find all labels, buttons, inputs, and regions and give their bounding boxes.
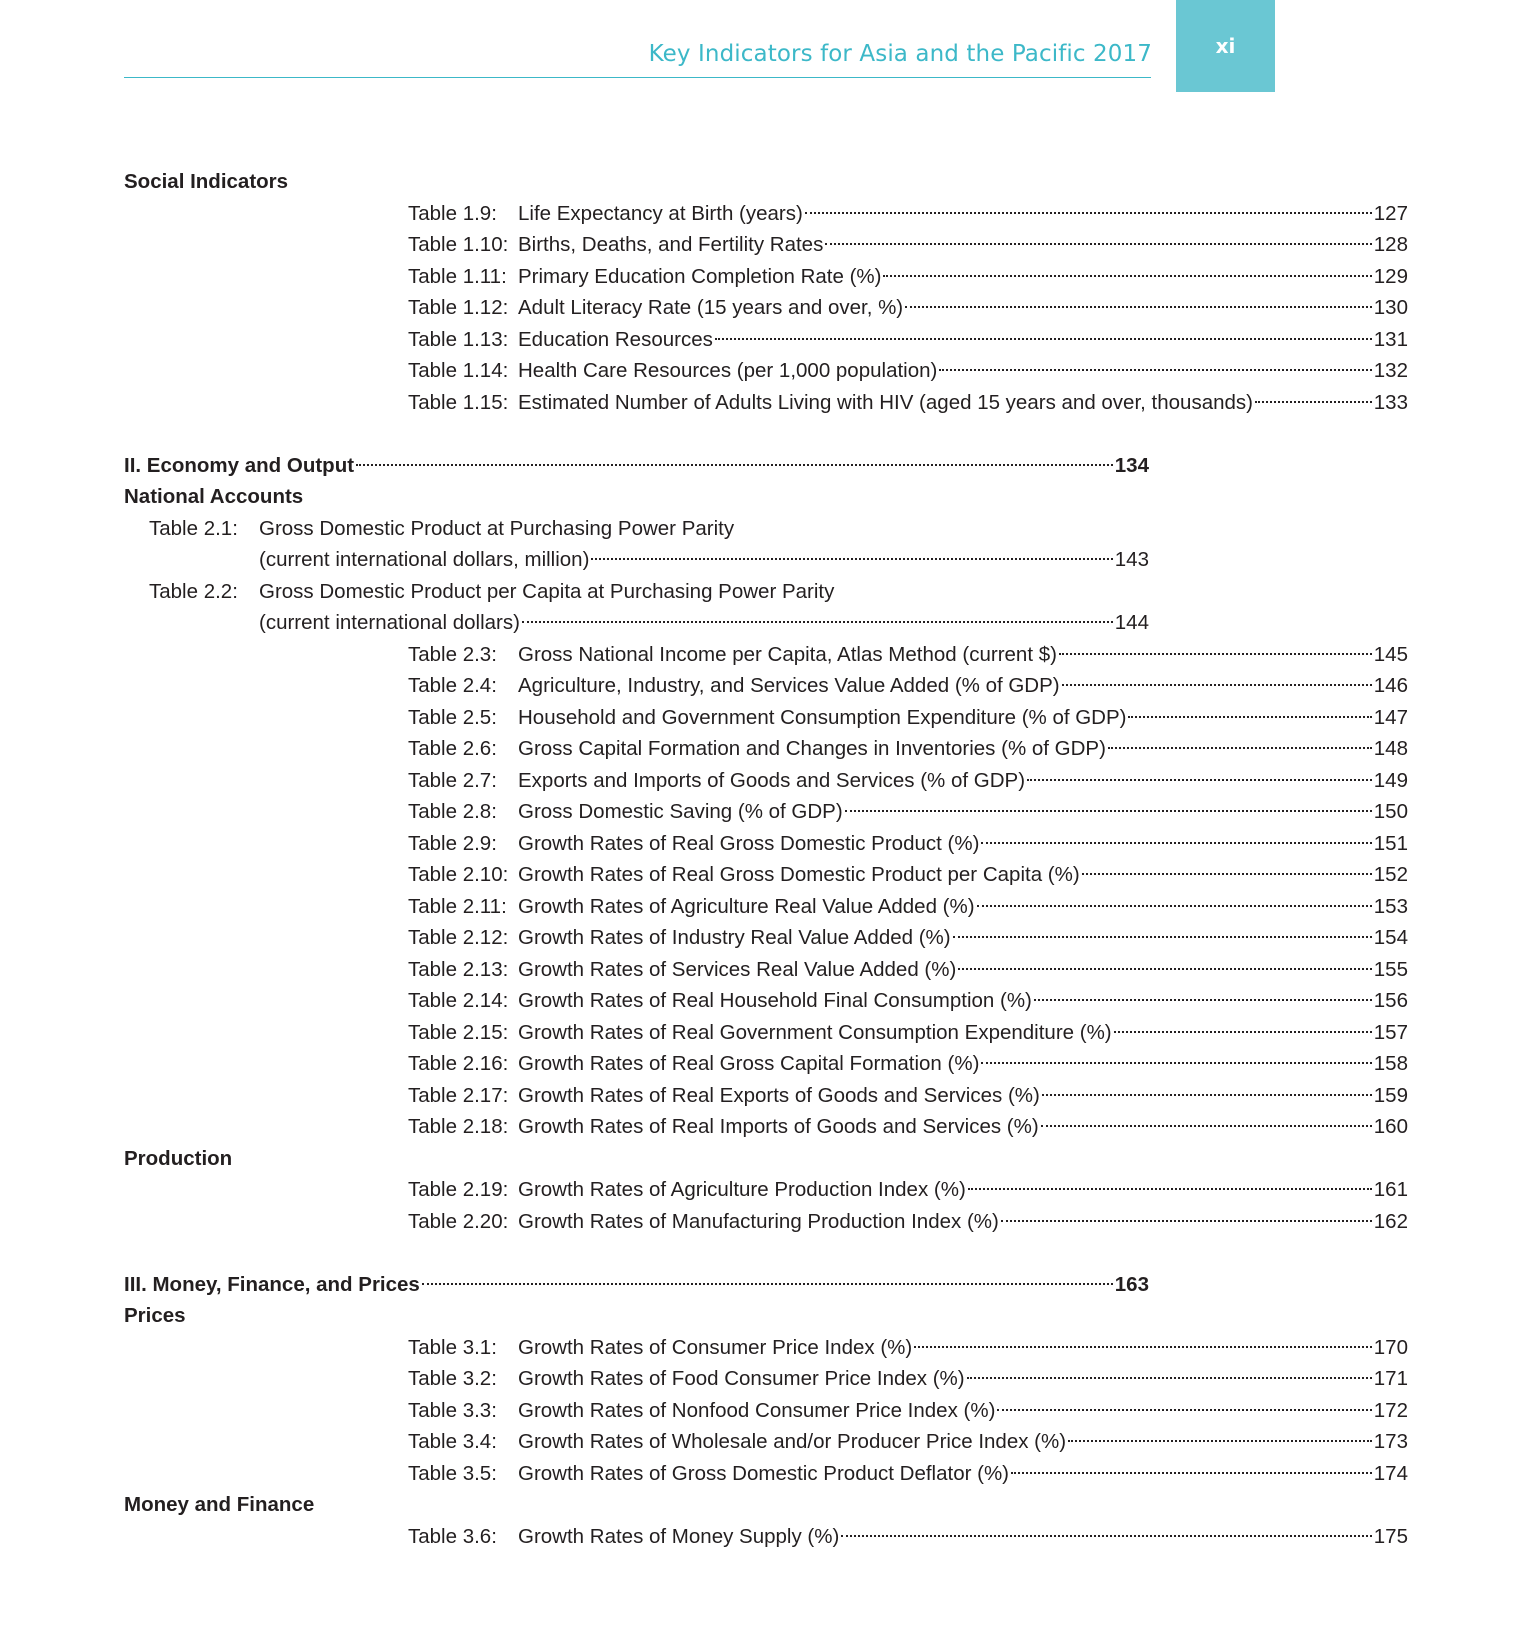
table-number: Table 1.15: [408, 390, 509, 414]
entry-title: Growth Rates of Manufacturing Production Index (%) [518, 1209, 999, 1233]
entry-line [518, 859, 1408, 890]
table-number: Table 1.10: [408, 233, 509, 256]
entry-line [518, 1206, 1408, 1237]
toc-entry [259, 922, 1534, 953]
entry-line [518, 292, 1408, 323]
toc-entry [259, 387, 1534, 418]
entry-title: Growth Rates of Real Gross Domestic Product per Capita (%) [518, 863, 1080, 886]
page-number: 171 [1373, 1367, 1408, 1390]
dot-leader [883, 275, 1371, 277]
toc-entry [259, 1080, 1534, 1111]
running-header-title: Key Indicators for Asia and the Pacific 2017 [648, 41, 1152, 67]
entry-line [518, 1426, 1408, 1457]
entry-title: Gross Capital Formation and Changes in Inventories (% of GDP) [518, 737, 1106, 760]
table-number: Table 2.20: [408, 1209, 509, 1233]
entry-title: Growth Rates of Money Supply (%) [518, 1524, 840, 1548]
entry-title: (current international dollars) [259, 611, 520, 634]
page-number: 134 [1114, 453, 1149, 477]
table-number: Table 2.15: [408, 1020, 509, 1044]
entry-title: (current international dollars, million) [259, 548, 590, 571]
toc-entry [259, 1458, 1534, 1489]
entry-line [259, 607, 1149, 638]
entry-line [518, 1048, 1408, 1079]
toc-entry [259, 355, 1534, 386]
toc-entry [259, 796, 1534, 827]
page-number: 145 [1373, 642, 1408, 666]
dot-leader [981, 1062, 1371, 1064]
entry-line [518, 985, 1408, 1016]
subheading-label: Social Indicators [124, 170, 289, 193]
toc-entry [259, 324, 1534, 355]
entry-title: Gross Domestic Saving (% of GDP) [518, 800, 843, 823]
table-number: Table 2.7: [408, 768, 497, 792]
dot-leader [967, 1377, 1372, 1379]
dot-leader [1041, 1125, 1372, 1127]
dot-leader [1034, 999, 1372, 1001]
dot-leader [958, 968, 1371, 970]
entry-line [518, 261, 1408, 292]
dot-leader [997, 1409, 1371, 1411]
toc-entry [259, 639, 1534, 670]
entry-title: Growth Rates of Agriculture Real Value Added (%) [518, 894, 975, 918]
page-number: 175 [1373, 1524, 1408, 1548]
page-number: 148 [1373, 737, 1408, 760]
table-number: Table 2.9: [408, 831, 497, 855]
table-number: Table 3.3: [408, 1398, 497, 1422]
dot-leader [914, 1346, 1372, 1348]
entry-line [518, 1458, 1408, 1489]
toc-entry [259, 1426, 1534, 1457]
entry-line [518, 1017, 1408, 1048]
entry-line [518, 387, 1408, 418]
table-number: Table 2.2: [149, 579, 238, 603]
page-number: 149 [1373, 768, 1408, 792]
toc-entry [259, 1332, 1534, 1363]
table-number: Table 2.8: [408, 800, 497, 823]
toc-entry [259, 1206, 1534, 1237]
dot-leader [1114, 1031, 1372, 1033]
entry-line [518, 891, 1408, 922]
page-number: 156 [1373, 989, 1408, 1012]
toc-entry [259, 954, 1534, 985]
entry-title: Growth Rates of Industry Real Value Added (%) [518, 926, 951, 949]
dot-leader [953, 936, 1372, 938]
table-number: Table 2.3: [408, 642, 497, 666]
dot-leader [356, 464, 1113, 466]
toc-section [0, 1269, 1275, 1300]
entry-line [518, 733, 1408, 764]
entry-line [259, 513, 1149, 544]
entry-line [518, 1395, 1408, 1426]
table-number: Table 3.1: [408, 1335, 497, 1359]
entry-line [518, 828, 1408, 859]
toc-subheading [0, 1300, 1275, 1331]
page-number: 131 [1373, 327, 1408, 351]
page-number: 160 [1373, 1115, 1408, 1138]
entry-title: Education Resources [518, 327, 713, 351]
table-number: Table 2.5: [408, 705, 497, 729]
entry-line [518, 1521, 1408, 1552]
toc-entry [259, 229, 1534, 260]
dot-leader [1027, 779, 1372, 781]
toc-entry [259, 1174, 1534, 1205]
dot-leader [981, 842, 1371, 844]
table-number: Table 1.14: [408, 359, 509, 382]
toc-entry [259, 985, 1534, 1016]
toc-entry [259, 859, 1534, 890]
entry-line [518, 324, 1408, 355]
toc-entry [259, 891, 1534, 922]
entry-line [518, 1080, 1408, 1111]
toc-entry [259, 1395, 1534, 1426]
page-number: 130 [1373, 296, 1408, 319]
page-number: 132 [1373, 359, 1408, 382]
table-number: Table 2.19: [408, 1178, 509, 1201]
table-number: Table 1.11: [408, 264, 507, 288]
toc-entry [0, 544, 1275, 575]
entry-line [518, 198, 1408, 229]
entry-title: Growth Rates of Real Imports of Goods and Services (%) [518, 1115, 1039, 1138]
page-number: 163 [1114, 1272, 1149, 1296]
dot-leader [1082, 873, 1372, 875]
table-number: Table 2.17: [408, 1083, 509, 1107]
page-number: xi [1215, 34, 1236, 58]
entry-line [518, 954, 1408, 985]
toc-subheading [0, 166, 1275, 197]
entry-title: Growth Rates of Real Household Final Consumption (%) [518, 989, 1032, 1012]
table-number: Table 2.18: [408, 1115, 509, 1138]
dot-leader [841, 1535, 1371, 1537]
toc-entry [0, 513, 1275, 544]
entry-line [259, 544, 1149, 575]
page-number: 150 [1373, 800, 1408, 823]
entry-title: Growth Rates of Gross Domestic Product Deflator (%) [518, 1461, 1010, 1485]
table-number: Table 2.6: [408, 737, 497, 760]
page-number: 143 [1114, 548, 1149, 571]
subheading-label: Prices [124, 1304, 186, 1327]
dot-leader [1255, 401, 1372, 403]
toc-entry [259, 1363, 1534, 1394]
toc-entry [259, 1111, 1534, 1142]
page-number: 128 [1373, 233, 1408, 256]
toc-entry [259, 828, 1534, 859]
entry-line [518, 796, 1408, 827]
toc-entry [259, 261, 1534, 292]
table-number: Table 3.5: [408, 1461, 497, 1485]
table-number: Table 3.6: [408, 1524, 497, 1548]
page-number: 161 [1373, 1178, 1408, 1201]
entry-title: Exports and Imports of Goods and Services (% of GDP) [518, 768, 1026, 792]
page-number: 162 [1373, 1209, 1408, 1233]
entry-line [518, 1363, 1408, 1394]
entry-title: Growth Rates of Real Gross Capital Formation (%) [518, 1052, 980, 1075]
table-number: Table 1.12: [408, 296, 509, 319]
table-number: Table 2.13: [408, 957, 509, 981]
dot-leader [1059, 653, 1372, 655]
entry-title: Gross Domestic Product at Purchasing Power Parity [259, 516, 735, 540]
table-number: Table 2.10: [408, 863, 509, 886]
table-number: Table 2.14: [408, 989, 509, 1012]
page-number: 157 [1373, 1020, 1408, 1044]
page-number: 154 [1373, 926, 1408, 949]
entry-line [518, 1174, 1408, 1205]
entry-line [518, 1332, 1408, 1363]
entry-title: Primary Education Completion Rate (%) [518, 264, 882, 288]
entry-line [518, 702, 1408, 733]
page-number: 173 [1373, 1430, 1408, 1453]
entry-line [124, 1269, 1149, 1300]
entry-title: Gross National Income per Capita, Atlas Method (current $) [518, 642, 1057, 666]
dot-leader [1042, 1094, 1372, 1096]
table-number: Table 2.16: [408, 1052, 509, 1075]
entry-title: Births, Deaths, and Fertility Rates [518, 233, 824, 256]
table-number: Table 2.12: [408, 926, 509, 949]
dot-leader [1128, 716, 1371, 718]
toc-entry [259, 670, 1534, 701]
entry-line [518, 639, 1408, 670]
entry-title: Growth Rates of Agriculture Production Index (%) [518, 1178, 966, 1201]
toc-entry [259, 733, 1534, 764]
toc-subheading [0, 1489, 1275, 1520]
dot-leader [968, 1188, 1372, 1190]
dot-leader [977, 905, 1372, 907]
dot-leader [1062, 684, 1372, 686]
entry-title: Gross Domestic Product per Capita at Purchasing Power Parity [259, 579, 835, 603]
entry-line [518, 765, 1408, 796]
page-number: 129 [1373, 264, 1408, 288]
entry-line [518, 229, 1408, 260]
dot-leader [825, 243, 1371, 245]
entry-line [518, 922, 1408, 953]
dot-leader [715, 338, 1372, 340]
entry-title: Agriculture, Industry, and Services Value Added (% of GDP) [518, 674, 1060, 697]
table-number: Table 3.4: [408, 1430, 497, 1453]
toc-entry [0, 576, 1275, 607]
page-number: 174 [1373, 1461, 1408, 1485]
page-number: 151 [1373, 831, 1408, 855]
dot-leader [422, 1283, 1113, 1285]
dot-leader [905, 306, 1372, 308]
entry-line [518, 1111, 1408, 1142]
page-number: 172 [1373, 1398, 1408, 1422]
entry-title: Growth Rates of Real Gross Domestic Product (%) [518, 831, 980, 855]
entry-title: Growth Rates of Real Exports of Goods and Services (%) [518, 1083, 1040, 1107]
entry-title: Growth Rates of Services Real Value Added (%) [518, 957, 957, 981]
page-number: 158 [1373, 1052, 1408, 1075]
page-number: 152 [1373, 863, 1408, 886]
entry-line [518, 670, 1408, 701]
page-number: 144 [1114, 611, 1149, 634]
page-number: 153 [1373, 894, 1408, 918]
entry-title: II. Economy and Output [124, 453, 355, 477]
entry-title: Growth Rates of Consumer Price Index (%) [518, 1335, 913, 1359]
toc-entry [259, 1521, 1534, 1552]
dot-leader [805, 212, 1372, 214]
table-number: Table 1.13: [408, 327, 509, 351]
dot-leader [1001, 1220, 1372, 1222]
entry-line [124, 450, 1149, 481]
toc-entry [0, 607, 1275, 638]
dot-leader [1068, 1440, 1372, 1442]
dot-leader [522, 621, 1113, 623]
entry-line [518, 355, 1408, 386]
toc-entry [259, 702, 1534, 733]
entry-title: Growth Rates of Nonfood Consumer Price Index (%) [518, 1398, 996, 1422]
page-number: 170 [1373, 1335, 1408, 1359]
dot-leader [1108, 747, 1372, 749]
toc-subheading [0, 1143, 1275, 1174]
page-number: 146 [1373, 674, 1408, 697]
dot-leader [1011, 1472, 1372, 1474]
entry-title: Growth Rates of Real Government Consumption Expenditure (%) [518, 1020, 1112, 1044]
subheading-label: Money and Finance [124, 1493, 315, 1516]
entry-title: Adult Literacy Rate (15 years and over, %) [518, 296, 904, 319]
entry-title: Growth Rates of Wholesale and/or Producer Price Index (%) [518, 1430, 1067, 1453]
dot-leader [591, 558, 1112, 560]
dot-leader [845, 810, 1372, 812]
table-number: Table 2.1: [149, 516, 238, 540]
table-number: Table 2.4: [408, 674, 497, 697]
entry-title: III. Money, Finance, and Prices [124, 1272, 420, 1296]
page-number: 133 [1373, 390, 1408, 414]
page-number: 127 [1373, 201, 1408, 225]
dot-leader [939, 369, 1371, 371]
table-number: Table 1.9: [408, 201, 497, 225]
subheading-label: Production [124, 1146, 233, 1170]
entry-line [259, 576, 1149, 607]
page-number: 147 [1373, 705, 1408, 729]
toc-subheading [0, 481, 1275, 512]
toc-entry [259, 1048, 1534, 1079]
toc-entry [259, 198, 1534, 229]
subheading-label: National Accounts [124, 485, 304, 508]
page-number: 159 [1373, 1083, 1408, 1107]
table-number: Table 2.11: [408, 894, 507, 918]
toc-entry [259, 1017, 1534, 1048]
table-number: Table 3.2: [408, 1367, 497, 1390]
entry-title: Life Expectancy at Birth (years) [518, 201, 803, 225]
entry-title: Health Care Resources (per 1,000 population) [518, 359, 938, 382]
toc-entry [259, 765, 1534, 796]
toc-entry [259, 292, 1534, 323]
page-number: 155 [1373, 957, 1408, 981]
toc-section [0, 450, 1275, 481]
entry-title: Household and Government Consumption Expenditure (% of GDP) [518, 705, 1127, 729]
entry-title: Growth Rates of Food Consumer Price Index (%) [518, 1367, 965, 1390]
entry-title: Estimated Number of Adults Living with HIV (aged 15 years and over, thousands) [518, 390, 1253, 414]
